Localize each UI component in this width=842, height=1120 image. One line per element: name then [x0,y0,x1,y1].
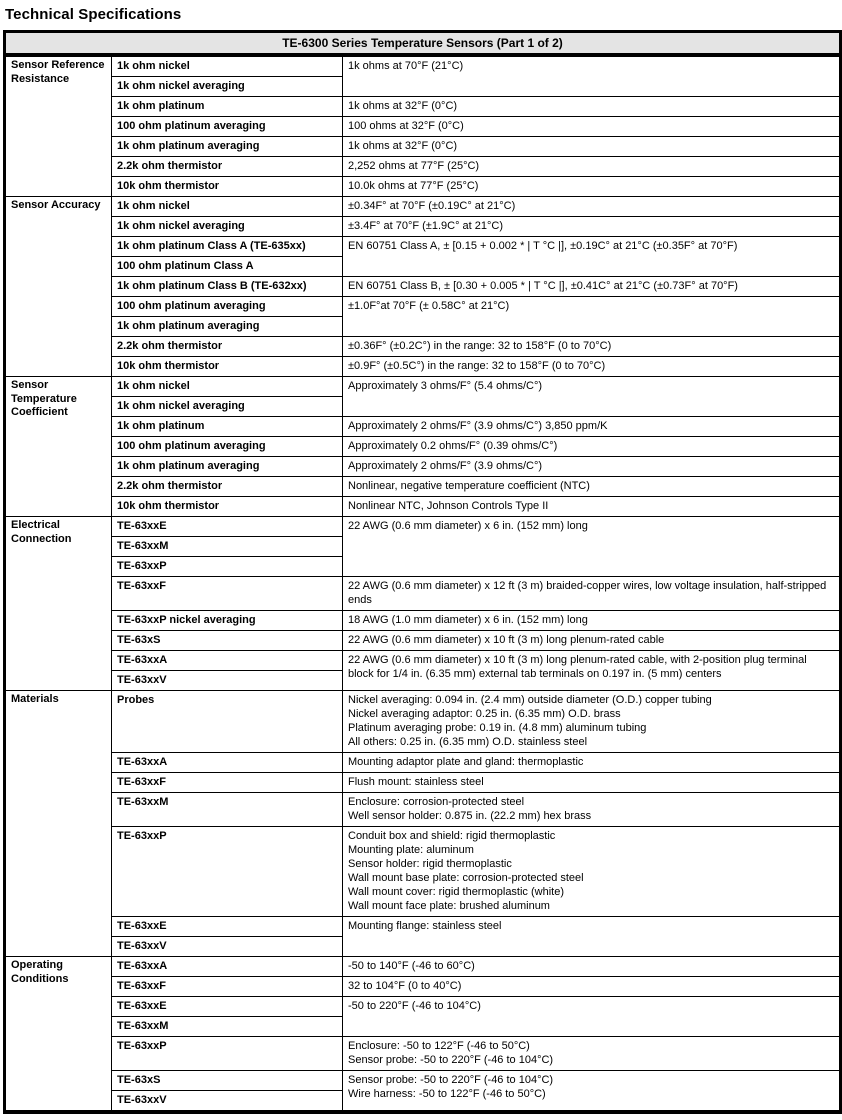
value-line: Flush mount: stainless steel [348,776,484,788]
item-cell: 1k ohm nickel [112,55,343,77]
value-line: Wall mount cover: rigid thermoplastic (white) [348,886,564,898]
value-cell [343,497,841,517]
item-cell: TE-63xxF [112,977,343,997]
item-cell: 1k ohm platinum averaging [112,457,343,477]
table-row [5,137,841,157]
value-line: 1k ohms at 32°F (0°C) [348,100,458,112]
value-line: Wall mount face plate: brushed aluminum [348,900,550,912]
value-cell [343,437,841,457]
value-line: Sensor probe: -50 to 220°F (-46 to 104°C) [348,1054,554,1066]
category-cell: Sensor Accuracy [5,197,112,377]
item-cell: Probes [112,691,343,753]
value-cell [343,117,841,137]
item-cell: 1k ohm nickel [112,377,343,397]
value-line: Approximately 2 ohms/F° (3.9 ohms/C°) 3,850 ppm/K [348,420,608,432]
item-cell: 1k ohm platinum [112,417,343,437]
value-line: Platinum averaging probe: 0.19 in. (4.8 mm) aluminum tubing [348,722,647,734]
value-line: -50 to 140°F (-46 to 60°C) [348,960,475,972]
table-row [5,377,841,397]
table-row [5,197,841,217]
item-cell: TE-63xxA [112,651,343,671]
value-cell [343,55,841,97]
value-cell [343,197,841,217]
table-row [5,691,841,753]
item-cell: TE-63xxA [112,957,343,977]
table-row [5,237,841,257]
category-cell: Operating Conditions [5,957,112,1113]
value-cell [343,827,841,917]
item-cell: 1k ohm nickel [112,197,343,217]
value-cell [343,337,841,357]
item-cell: 100 ohm platinum averaging [112,437,343,457]
table-row [5,827,841,917]
table-row [5,577,841,611]
value-line: 22 AWG (0.6 mm diameter) x 10 ft (3 m) long plenum-rated cable, with 2-position plug terminal block for 1/4 in. (6.35 mm) external tab terminals on 0.197 in. (5 mm) centers [348,654,807,680]
value-line: 100 ohms at 32°F (0°C) [348,120,464,132]
value-line: Approximately 2 ohms/F° (3.9 ohms/C°) [348,460,543,472]
item-cell: TE-63xxP [112,557,343,577]
value-cell [343,1071,841,1113]
item-cell: TE-63xxE [112,517,343,537]
value-cell [343,773,841,793]
table-row [5,753,841,773]
value-line: ±0.34F° at 70°F (±0.19C° at 21°C) [348,200,516,212]
item-cell: 10k ohm thermistor [112,497,343,517]
item-cell: TE-63xxM [112,793,343,827]
item-cell: 100 ohm platinum averaging [112,297,343,317]
table-row [5,773,841,793]
value-cell [343,977,841,997]
value-cell [343,377,841,417]
item-cell: TE-63xxM [112,1017,343,1037]
value-line: Wire harness: -50 to 122°F (-46 to 50°C) [348,1088,546,1100]
value-cell [343,297,841,337]
value-line: Nickel averaging adaptor: 0.25 in. (6.35 mm) O.D. brass [348,708,621,720]
value-line: All others: 0.25 in. (6.35 mm) O.D. stainless steel [348,736,588,748]
item-cell: TE-63xxF [112,577,343,611]
value-cell [343,217,841,237]
value-line: 1k ohms at 70°F (21°C) [348,60,464,72]
table-row [5,793,841,827]
value-line: Nickel averaging: 0.094 in. (2.4 mm) outside diameter (O.D.) copper tubing [348,694,712,706]
value-line: 22 AWG (0.6 mm diameter) x 12 ft (3 m) braided-copper wires, low voltage insulation, half-stripped ends [348,580,827,606]
value-line: Nonlinear NTC, Johnson Controls Type II [348,500,549,512]
value-line: -50 to 220°F (-46 to 104°C) [348,1000,481,1012]
value-line: Nonlinear, negative temperature coefficient (NTC) [348,480,590,492]
value-cell [343,97,841,117]
item-cell: 1k ohm nickel averaging [112,397,343,417]
item-cell: 2.2k ohm thermistor [112,157,343,177]
value-cell [343,457,841,477]
category-cell: Materials [5,691,112,957]
item-cell: TE-63xxP nickel averaging [112,611,343,631]
table-row [5,417,841,437]
item-cell: 2.2k ohm thermistor [112,337,343,357]
table-row [5,997,841,1017]
value-line: Mounting plate: aluminum [348,844,474,856]
spec-table-body [5,55,841,1112]
item-cell: 1k ohm platinum [112,97,343,117]
value-cell [343,137,841,157]
value-cell [343,691,841,753]
item-cell: 100 ohm platinum Class A [112,257,343,277]
item-cell: TE-63xxV [112,671,343,691]
item-cell: TE-63xxP [112,1037,343,1071]
value-line: ±0.36F° (±0.2C°) in the range: 32 to 158°F (0 to 70°C) [348,340,612,352]
value-cell [343,957,841,977]
table-row [5,651,841,671]
value-cell [343,631,841,651]
item-cell: TE-63xxF [112,773,343,793]
table-row [5,957,841,977]
value-line: EN 60751 Class A, ± [0.15 + 0.002 * | T °C |], ±0.19C° at 21°C (±0.35F° at 70°F) [348,240,738,252]
page-title: Technical Specifications [5,6,182,23]
value-line: Enclosure: corrosion-protected steel [348,796,525,808]
value-line: 22 AWG (0.6 mm diameter) x 10 ft (3 m) long plenum-rated cable [348,634,665,646]
value-cell [343,357,841,377]
item-cell: 100 ohm platinum averaging [112,117,343,137]
value-cell [343,577,841,611]
value-line: ±1.0F°at 70°F (± 0.58C° at 21°C) [348,300,510,312]
item-cell: 1k ohm nickel averaging [112,217,343,237]
value-line: Sensor probe: -50 to 220°F (-46 to 104°C) [348,1074,554,1086]
table-row [5,437,841,457]
item-cell: TE-63xxM [112,537,343,557]
item-cell: TE-63xxV [112,1091,343,1113]
value-line: Sensor holder: rigid thermoplastic [348,858,512,870]
item-cell: TE-63xxE [112,997,343,1017]
table-row [5,297,841,317]
table-row [5,917,841,937]
value-line: 18 AWG (1.0 mm diameter) x 6 in. (152 mm) long [348,614,588,626]
value-cell [343,277,841,297]
value-line: ±0.9F° (±0.5C°) in the range: 32 to 158°F (0 to 70°C) [348,360,606,372]
item-cell: 2.2k ohm thermistor [112,477,343,497]
table-row [5,117,841,137]
table-row [5,977,841,997]
table-row [5,497,841,517]
table-title: TE-6300 Series Temperature Sensors (Part 1 of 2) [5,32,841,56]
item-cell: TE-63xxP [112,827,343,917]
table-row [5,157,841,177]
item-cell: TE-63xxV [112,937,343,957]
value-line: 1k ohms at 32°F (0°C) [348,140,458,152]
value-line: Well sensor holder: 0.875 in. (22.2 mm) hex brass [348,810,592,822]
table-row [5,457,841,477]
table-row [5,477,841,497]
value-line: Approximately 0.2 ohms/F° (0.39 ohms/C°) [348,440,558,452]
value-cell [343,517,841,577]
value-line: EN 60751 Class B, ± [0.30 + 0.005 * | T °C |], ±0.41C° at 21°C (±0.73F° at 70°F) [348,280,738,292]
value-cell [343,793,841,827]
table-row [5,97,841,117]
value-cell [343,237,841,277]
value-cell [343,997,841,1037]
value-cell [343,1037,841,1071]
value-cell [343,477,841,497]
item-cell: 10k ohm thermistor [112,357,343,377]
category-cell: Electrical Connection [5,517,112,691]
item-cell: TE-63xxA [112,753,343,773]
table-row [5,217,841,237]
item-cell: 1k ohm platinum Class A (TE-635xx) [112,237,343,257]
value-line: Enclosure: -50 to 122°F (-46 to 50°C) [348,1040,530,1052]
value-line: Mounting flange: stainless steel [348,920,502,932]
value-cell [343,417,841,437]
category-cell: Sensor Reference Resistance [5,55,112,197]
table-row [5,177,841,197]
value-line: 10.0k ohms at 77°F (25°C) [348,180,479,192]
value-cell [343,753,841,773]
item-cell: TE-63xxE [112,917,343,937]
table-row [5,1037,841,1071]
value-line: Approximately 3 ohms/F° (5.4 ohms/C°) [348,380,543,392]
table-row [5,631,841,651]
table-row [5,277,841,297]
value-cell [343,611,841,631]
item-cell: 1k ohm nickel averaging [112,77,343,97]
item-cell: 1k ohm platinum averaging [112,137,343,157]
category-cell: Sensor Temperature Coefficient [5,377,112,517]
item-cell: TE-63xS [112,631,343,651]
value-line: Conduit box and shield: rigid thermoplastic [348,830,556,842]
value-line: Wall mount base plate: corrosion-protected steel [348,872,584,884]
table-row [5,517,841,537]
table-row [5,1071,841,1091]
table-row [5,611,841,631]
table-row [5,337,841,357]
value-cell [343,177,841,197]
value-cell [343,157,841,177]
item-cell: TE-63xS [112,1071,343,1091]
table-row [5,357,841,377]
spec-table [3,30,842,1114]
table-header-row [5,32,841,56]
value-cell [343,917,841,957]
value-cell [343,651,841,691]
value-line: ±3.4F° at 70°F (±1.9C° at 21°C) [348,220,504,232]
value-line: 22 AWG (0.6 mm diameter) x 6 in. (152 mm) long [348,520,588,532]
item-cell: 1k ohm platinum averaging [112,317,343,337]
value-line: 2,252 ohms at 77°F (25°C) [348,160,480,172]
value-line: 32 to 104°F (0 to 40°C) [348,980,462,992]
table-row [5,55,841,77]
item-cell: 1k ohm platinum Class B (TE-632xx) [112,277,343,297]
item-cell: 10k ohm thermistor [112,177,343,197]
value-line: Mounting adaptor plate and gland: thermoplastic [348,756,584,768]
